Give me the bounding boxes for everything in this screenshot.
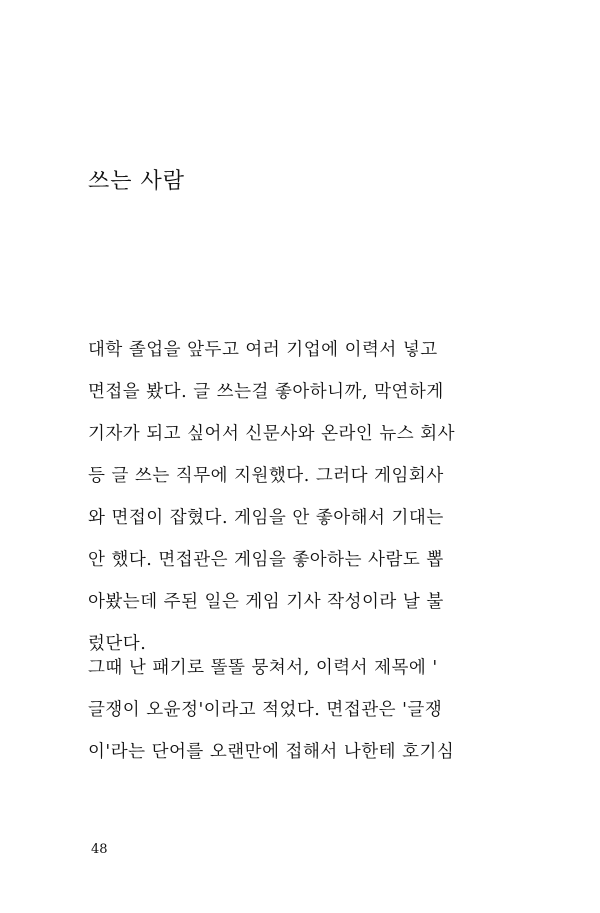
page-number: 48 [91, 842, 108, 857]
text-line: 기자가 되고 싶어서 신문사와 온라인 뉴스 회사 [88, 424, 456, 444]
text-line: 등 글 쓰는 직무에 지원했다. 그러다 게임회사 [88, 466, 444, 486]
chapter-title: 쓰는 사람 [88, 169, 186, 194]
text-line: 대학 졸업을 앞두고 여러 기업에 이력서 넣고 [88, 340, 438, 360]
text-line: 와 면접이 잡혔다. 게임을 안 좋아해서 기대는 [88, 508, 444, 528]
text-line: 면접을 봤다. 글 쓰는걸 좋아하니까, 막연하게 [88, 382, 444, 402]
text-line: 아봤는데 주된 일은 게임 기사 작성이라 날 불 [88, 592, 444, 612]
text-line: 안 했다. 면접관은 게임을 좋아하는 사람도 뽑 [88, 550, 444, 570]
paragraph-2 [88, 647, 518, 773]
text-line: 이'라는 단어를 오랜만에 접해서 나한테 호기심 [88, 742, 455, 762]
text-line: 렀단다. [88, 634, 147, 654]
paragraph-1 [88, 329, 518, 665]
text-line: 그때 난 패기로 똘똘 뭉쳐서, 이력서 제목에 ' [88, 658, 438, 678]
text-line: 글쟁이 오윤정'이라고 적었다. 면접관은 '글쟁 [88, 700, 443, 720]
